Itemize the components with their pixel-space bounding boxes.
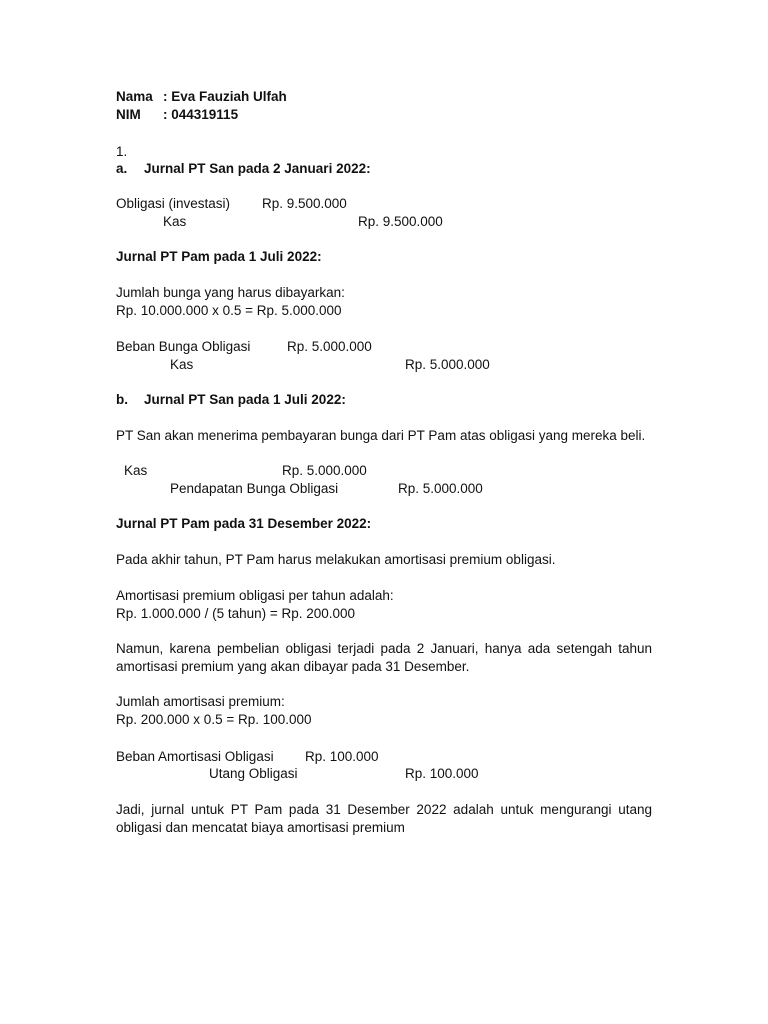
journal-pam-july-debit-amount: Rp. 5.000.000 <box>287 339 372 354</box>
question-number: 1. <box>116 144 128 159</box>
journal-a-credit-account: Kas <box>163 214 187 229</box>
journal-pam-december-debit-amount: Rp. 100.000 <box>305 749 379 764</box>
section-b-title: Jurnal PT San pada 1 Juli 2022: <box>144 392 346 407</box>
journal-pam-july-credit-amount: Rp. 5.000.000 <box>405 357 490 372</box>
pam-december-text-1: Pada akhir tahun, PT Pam harus melakukan amortisasi premium obligasi. <box>116 552 556 567</box>
journal-pam-july-credit-account: Kas <box>170 357 194 372</box>
pam-december-text-3: Rp. 1.000.000 / (5 tahun) = Rp. 200.000 <box>116 606 356 621</box>
pam-december-text-6: Rp. 200.000 x 0.5 = Rp. 100.000 <box>116 712 312 727</box>
journal-b-credit-account: Pendapatan Bunga Obligasi <box>170 481 339 496</box>
section-b-marker: b. <box>116 392 128 407</box>
section-a-marker: a. <box>116 161 128 176</box>
pam-december-paragraph: Namun, karena pembelian obligasi terjadi pada 2 Januari, hanya ada setengah tahun amortisasi premium yang akan dibayar pada 31 Desember. <box>116 641 652 674</box>
pam-december-title: Jurnal PT Pam pada 31 Desember 2022: <box>116 516 372 531</box>
nim-label: NIM <box>116 107 141 122</box>
pam-july-text-1: Jumlah bunga yang harus dibayarkan: <box>116 285 345 300</box>
journal-b-credit-amount: Rp. 5.000.000 <box>398 481 483 496</box>
nama-value: : Eva Fauziah Ulfah <box>163 89 287 104</box>
journal-pam-december-credit-amount: Rp. 100.000 <box>405 766 479 781</box>
nama-label: Nama <box>116 89 153 104</box>
journal-pam-december-credit-account: Utang Obligasi <box>209 766 298 781</box>
journal-pam-july-debit-account: Beban Bunga Obligasi <box>116 339 251 354</box>
section-b-paragraph: PT San akan menerima pembayaran bunga dari PT Pam atas obligasi yang mereka beli. <box>116 428 646 443</box>
conclusion-paragraph: Jadi, jurnal untuk PT Pam pada 31 Desember 2022 adalah untuk mengurangi utang obligasi dan mencatat biaya amortisasi premium <box>116 802 652 835</box>
journal-pam-december-debit-account: Beban Amortisasi Obligasi <box>116 749 274 764</box>
pam-december-text-2: Amortisasi premium obligasi per tahun adalah: <box>116 588 394 603</box>
section-a-title: Jurnal PT San pada 2 Januari 2022: <box>144 161 371 176</box>
pam-july-title: Jurnal PT Pam pada 1 Juli 2022: <box>116 249 322 264</box>
journal-b-debit-amount: Rp. 5.000.000 <box>282 463 367 478</box>
journal-a-debit-account: Obligasi (investasi) <box>116 196 231 211</box>
journal-b-debit-account: Kas <box>124 463 148 478</box>
journal-a-debit-amount: Rp. 9.500.000 <box>262 196 347 211</box>
journal-a-credit-amount: Rp. 9.500.000 <box>358 214 443 229</box>
nim-value: : 044319115 <box>163 107 239 122</box>
pam-july-text-2: Rp. 10.000.000 x 0.5 = Rp. 5.000.000 <box>116 303 342 318</box>
pam-december-text-5: Jumlah amortisasi premium: <box>116 694 285 709</box>
